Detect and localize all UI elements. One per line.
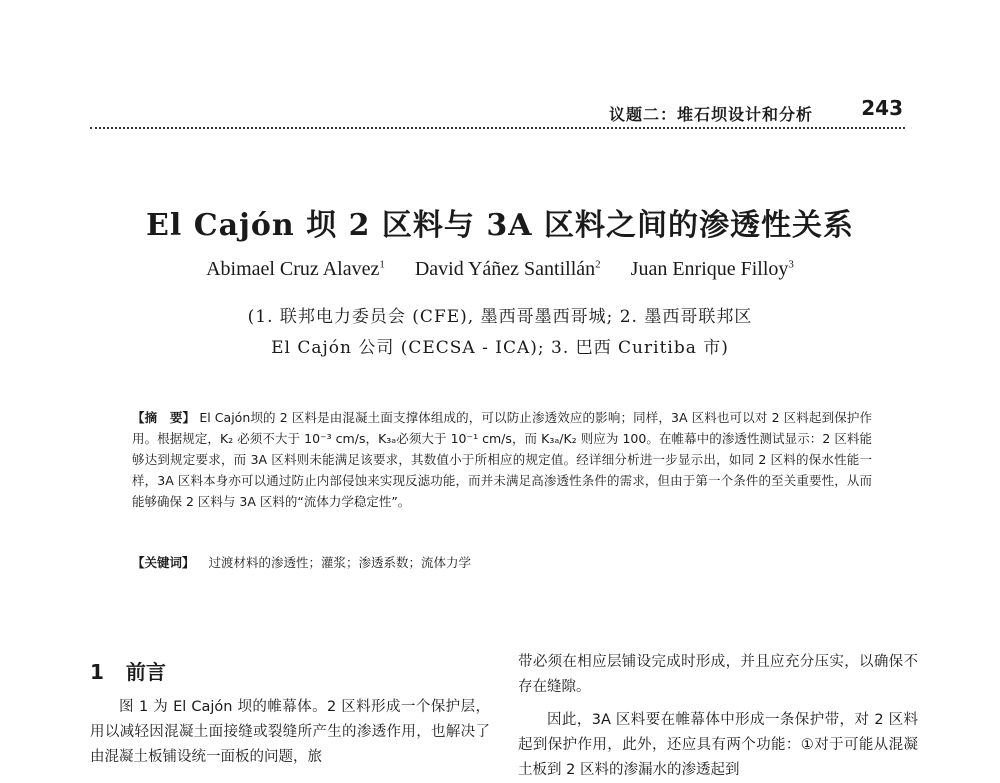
body-paragraph: 图 1 为 El Cajón 坝的帷幕体。2 区料形成一个保护层，用以减轻因混凝土面接缝或裂缝所产生的渗透作用，也解决了由混凝土板铺设统一面板的问题，旅: [90, 699, 490, 765]
keywords-text: 过渡材料的渗透性；灌浆；渗透系数；流体力学: [208, 555, 472, 570]
body-paragraph: 因此，3A 区料要在帷幕体中形成一条保护带，对 2 区料起到保护作用，此外，还应具有两个功能：①对于可能从混凝土板到 2 区料的渗漏水的渗透起到: [518, 712, 918, 778]
author-affil-mark: 3: [788, 258, 794, 271]
author-affil-mark: 1: [379, 258, 385, 271]
section-heading: [90, 660, 490, 685]
abstract-text: El Cajón坝的 2 区料是由混凝土面支撑体组成的，可以防止渗透效应的影响；同样，3A 区料也可以对 2 区料起到保护作用。根据规定，K₂ 必须不大于 10⁻³ cm/s，K₃ₐ必须大于 10⁻¹ cm/s，而 K₃ₐ/K₂ 则应为 100。在帷幕中的渗透性测试显示：2 区料能够达到规定要求，而 3A 区料则未能满足该要求，其数值小于所相应的规定值。经详细分析进一步显示出，如同 2 区料的保水性能一样，3A 区料本身亦可以通过防止内部侵蚀来实现反滤功能，而并未满足高渗透性条件的需求，但由于第一个条件的至关重要性，从而能够确保 2 区料与 3A 区料的“流体力学稳定性”。: [132, 410, 872, 509]
body-column-left: [90, 650, 490, 770]
author-name: Juan Enrique Filloy: [630, 258, 789, 280]
body-column-right: [518, 650, 918, 783]
section-title: 前言: [125, 660, 166, 684]
abstract-label: 【摘 要】: [132, 410, 196, 425]
keywords-label: 【关键词】: [132, 555, 195, 570]
author-affil-mark: 2: [595, 258, 601, 271]
section-number: 1: [90, 660, 104, 684]
running-header: [90, 96, 905, 132]
running-title: 议题二：堆石坝设计和分析: [608, 105, 813, 124]
header-dotted-rule: [90, 127, 905, 129]
body-paragraph: 带必须在相应层铺设完成时形成，并且应充分压实，以确保不存在缝隙。: [518, 654, 918, 695]
author-list: [0, 258, 1000, 281]
affiliation-line: El Cajón 公司 (CECSA - ICA); 3. 巴西 Curitiba 市): [271, 338, 729, 358]
affiliation-line: (1. 联邦电力委员会 (CFE), 墨西哥墨西哥城; 2. 墨西哥联邦区: [247, 307, 753, 327]
paper-title: El Cajón 坝 2 区料与 3A 区料之间的渗透性关系: [146, 208, 854, 243]
author-name: Abimael Cruz Alavez: [206, 258, 380, 280]
keywords: [132, 553, 872, 571]
page-number: 243: [861, 96, 903, 120]
abstract: [132, 407, 872, 512]
author-name: David Yáñez Santillán: [414, 258, 596, 280]
